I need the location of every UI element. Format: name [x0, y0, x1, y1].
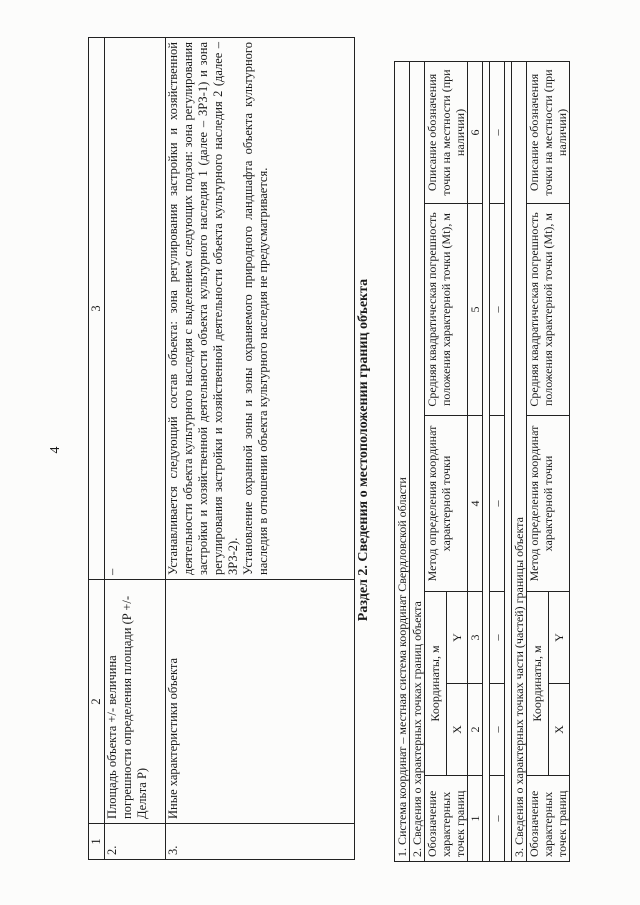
table-row — [105, 38, 166, 860]
col-number: 5 — [468, 204, 483, 416]
col-number: 3 — [89, 38, 105, 580]
row-number: 3. — [166, 824, 355, 860]
subsection-title: 2. Сведения о характерных точках границ объекта — [410, 62, 425, 862]
boundary-points-table — [394, 61, 570, 862]
column-numbers-row — [468, 62, 483, 862]
y-header: Y — [446, 592, 468, 684]
table-cell: – — [490, 592, 505, 684]
x-header: X — [446, 684, 468, 776]
column-numbers-row — [89, 38, 105, 860]
table-cell: – — [490, 62, 505, 204]
y-header: Y — [548, 592, 570, 684]
col-number: 1 — [468, 776, 483, 862]
characteristic-name: Площадь объекта +/- величина погрешности определения площади (P +/- Дельта P) — [105, 580, 166, 824]
coords-header: Координаты, м — [425, 592, 447, 776]
col-number: 2 — [89, 580, 105, 824]
designation-header: Обозначение характерных точек границ — [527, 776, 570, 862]
table-cell: – — [490, 416, 505, 592]
table-row — [490, 62, 505, 862]
table-cell: – — [490, 684, 505, 776]
description-header: Описание обозначения точки на местности (при наличии) — [527, 62, 570, 204]
table-row — [166, 38, 355, 860]
characteristic-name: Иные характеристики объекта — [166, 580, 355, 824]
object-characteristics-table — [88, 37, 355, 860]
characteristic-value — [166, 38, 355, 580]
method-header: Метод определения координат характерной точки — [425, 416, 468, 592]
rotated-content — [40, 30, 600, 870]
error-header: Средняя квадратическая погрешность положения характерной точки (Mt), м — [425, 204, 468, 416]
separator-row — [505, 62, 512, 862]
characteristic-value: – — [105, 38, 166, 580]
coordinate-system: 1. Система координат – местная система координат Свердловской области — [395, 62, 410, 862]
header-row — [425, 62, 447, 862]
col-number: 1 — [89, 824, 105, 860]
method-header: Метод определения координат характерной точки — [527, 416, 570, 592]
col-number: 3 — [468, 592, 483, 684]
col-number: 4 — [468, 416, 483, 592]
value-paragraph: Установление охранной зоны и зоны охраняемого природного ландшафта объекта культурного наследия в отношении объекта культурного наследия не предусматривается. — [241, 42, 270, 575]
col-number: 2 — [468, 684, 483, 776]
col-number: 6 — [468, 62, 483, 204]
error-header: Средняя квадратическая погрешность положения характерной точки (Mt), м — [527, 204, 570, 416]
row-number: 2. — [105, 824, 166, 860]
description-header: Описание обозначения точки на местности (при наличии) — [425, 62, 468, 204]
designation-header: Обозначение характерных точек границ — [425, 776, 468, 862]
section-title: Раздел 2. Сведения о местоположении границ объекта — [356, 278, 371, 622]
header-row — [527, 62, 549, 862]
table-cell: – — [490, 204, 505, 416]
page-number: 4 — [48, 446, 63, 454]
subsection-title: 3. Сведения о характерных точках части (частей) границы объекта — [512, 62, 527, 862]
table-cell: – — [490, 776, 505, 862]
value-paragraph: Устанавливается следующий состав объекта: зона регулирования застройки и хозяйственной деятельности объекта культурного наследия с выделением следующих подзон: зона регулирования застройки и хозяйственной деятельности объекта культурного наследия 1 (далее – ЗРЗ-1) и зона регулирования застройки и хозяйственной деятельности объекта культурного наследия 2 (далее – ЗРЗ-2). — [166, 42, 240, 575]
coords-header: Координаты, м — [527, 592, 549, 776]
x-header: X — [548, 684, 570, 776]
separator-row — [483, 62, 490, 862]
